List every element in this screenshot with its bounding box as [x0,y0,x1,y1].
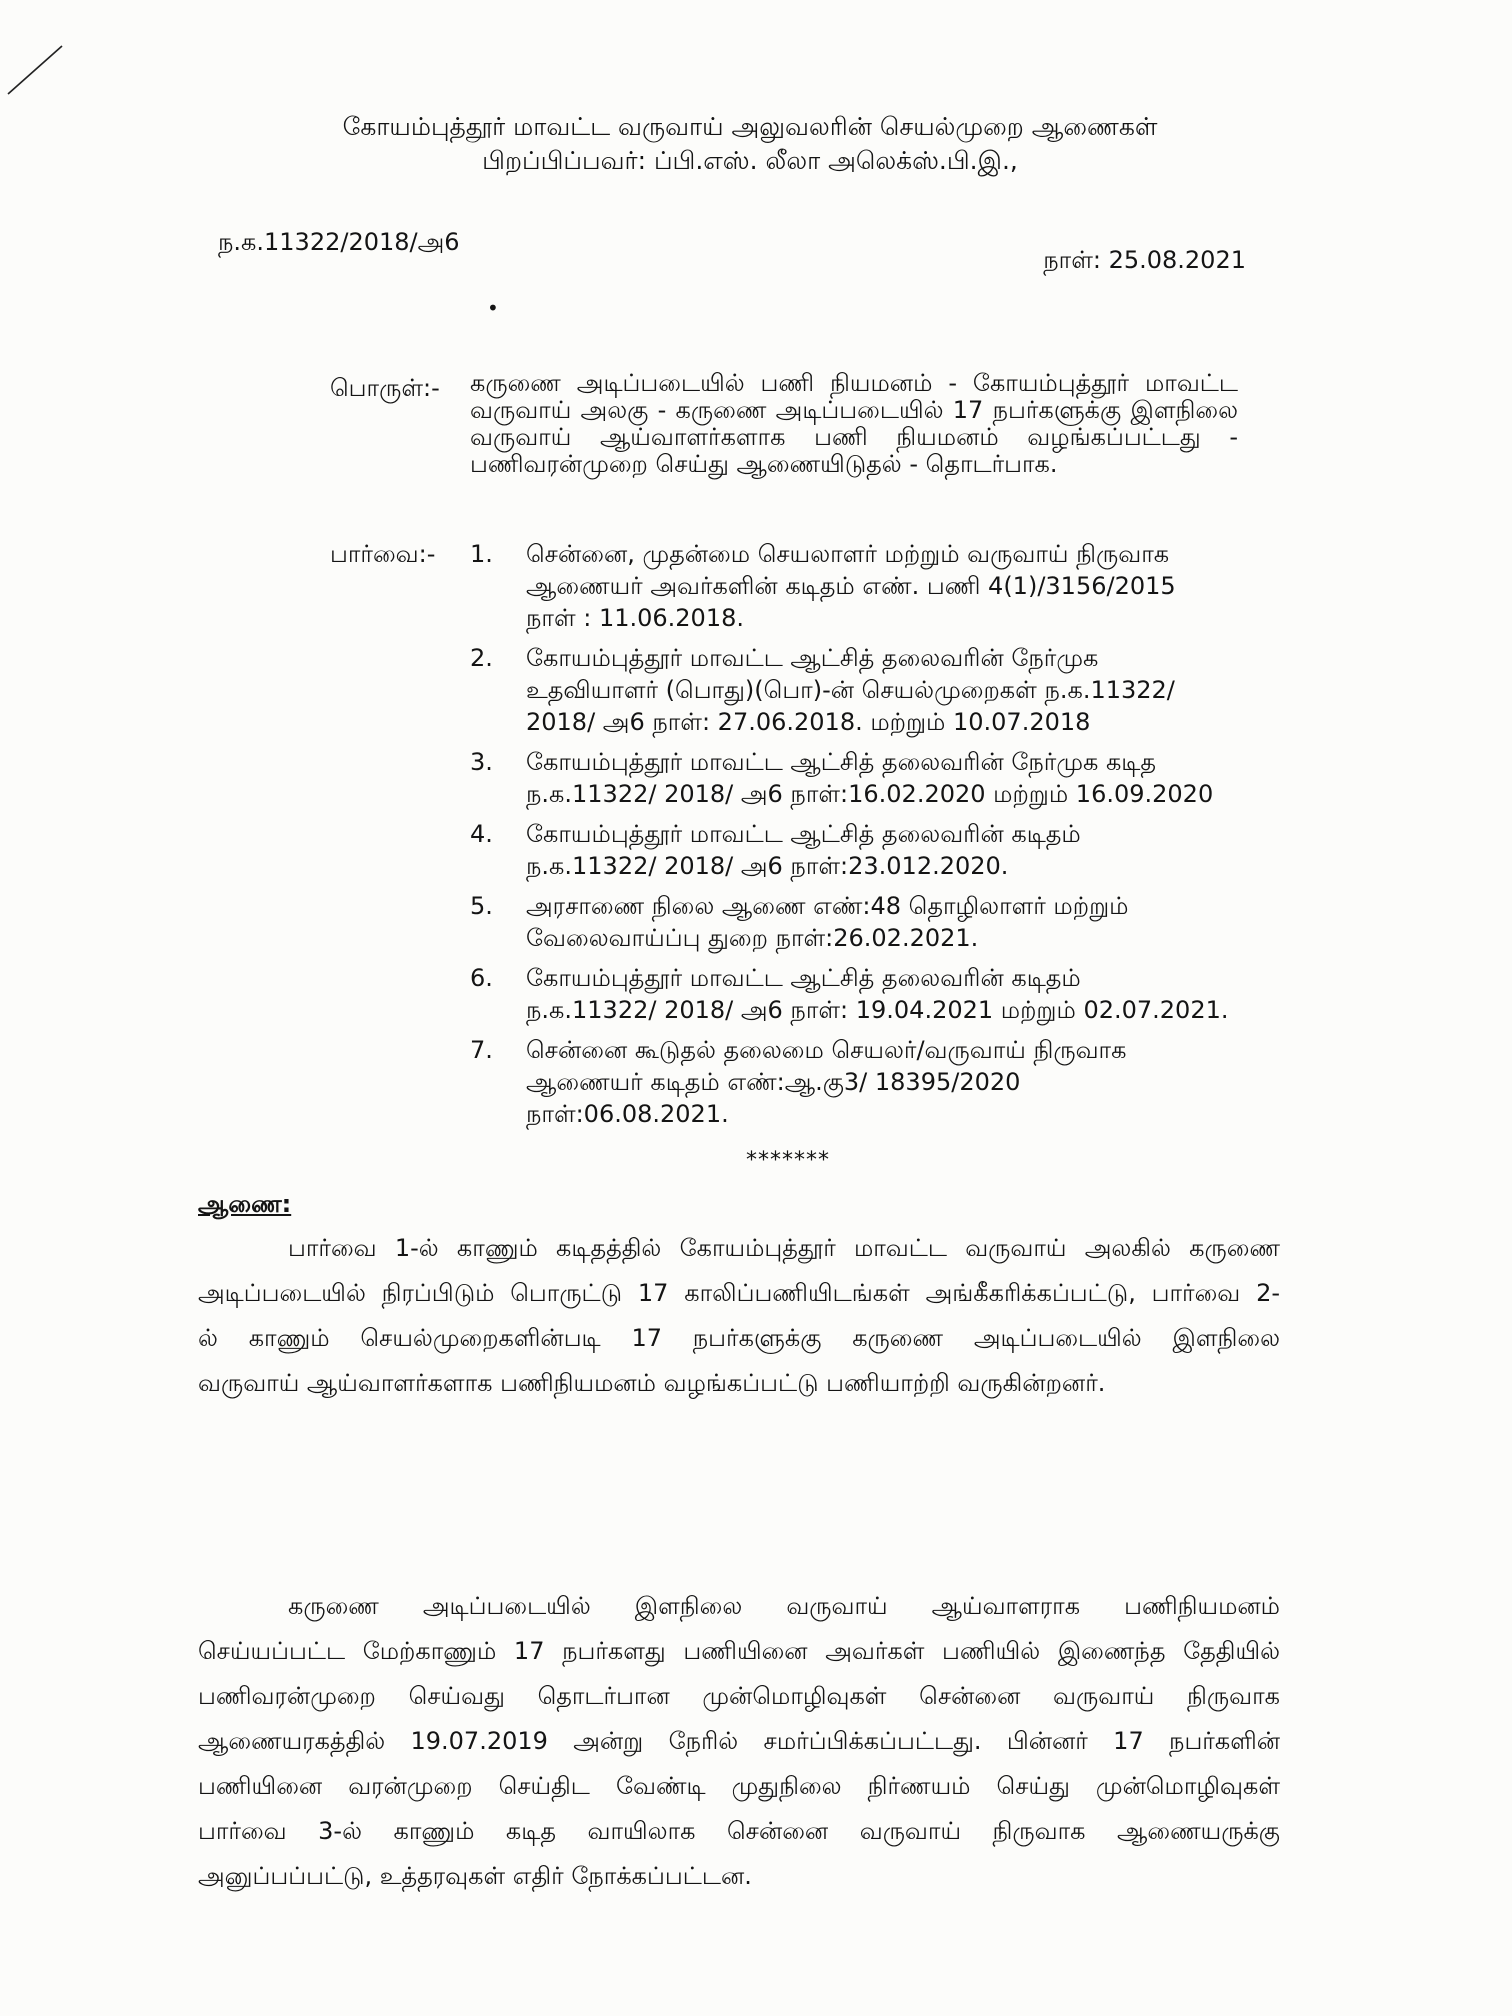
reference-line: 2018/ அ6 நாள்: 27.06.2018. மற்றும் 10.07.2018 [526,708,1091,736]
reference-line: கோயம்புத்தூர் மாவட்ட ஆட்சித் தலைவரின் கடிதம் [526,820,1081,848]
reference-number-marker: 6. [470,964,493,992]
paragraph-line: கருணை அடிப்படையில் இளநிலை வருவாய் ஆய்வாளராக பணிநியமனம் [288,1592,1280,1620]
document-title: கோயம்புத்தூர் மாவட்ட வருவாய் அலுவலரின் செயல்முறை ஆணைகள் [342,112,1158,141]
section-separator: ******* [746,1148,830,1173]
reference-line: சென்னை கூடுதல் தலைமை செயலர்/வருவாய் நிருவாக [526,1036,1127,1064]
document-date: நாள்: 25.08.2021 [1043,246,1246,274]
paragraph-line: செய்யப்பட்ட மேற்காணும் 17 நபர்களது பணியினை அவர்கள் பணியில் இணைந்த தேதியில் [198,1637,1280,1665]
paragraph-line: ல் காணும் செயல்முறைகளின்படி 17 நபர்களுக்கு கருணை அடிப்படையில் இளநிலை [198,1324,1280,1352]
reference-number-marker: 4. [470,820,493,848]
reference-line: ஆணையர் கடிதம் எண்:ஆ.கு3/ 18395/2020 [526,1068,1021,1096]
reference-number-marker: 7. [470,1036,493,1064]
reference-line: கோயம்புத்தூர் மாவட்ட ஆட்சித் தலைவரின் நேர்முக கடித [526,748,1157,776]
reference-item [470,962,1240,1026]
reference-item [470,746,1240,810]
subject-label: பொருள்:- [330,374,440,402]
reference-item [470,890,1240,954]
reference-line: நாள் : 11.06.2018. [526,604,744,632]
issuer-line: பிறப்பிப்பவர்: ப்பி.எஸ். லீலா அலெக்ஸ்.பி.இ., [482,146,1018,175]
reference-line: ஆணையர் அவர்களின் கடிதம் எண். பணி 4(1)/3156/2015 [526,572,1176,600]
reference-line: நாள்:06.08.2021. [526,1100,729,1128]
order-paragraph [198,1584,1280,1899]
references-list [470,538,1240,1138]
reference-item [470,1034,1240,1130]
reference-number: ந.க.11322/2018/அ6 [218,228,460,256]
paragraph-line: பார்வை 1-ல் காணும் கடிதத்தில் கோயம்புத்தூர் மாவட்ட வருவாய் அலகில் கருணை [288,1234,1280,1262]
reference-number-marker: 3. [470,748,493,776]
references-label: பார்வை:- [330,540,436,568]
reference-line: கோயம்புத்தூர் மாவட்ட ஆட்சித் தலைவரின் கடிதம் [526,964,1081,992]
reference-number-marker: 1. [470,540,493,568]
paragraph-line: பணியினை வரன்முறை செய்திட வேண்டி முதுநிலை நிர்ணயம் செய்து முன்மொழிவுகள் [198,1772,1280,1800]
paragraph-line: ஆணையரகத்தில் 19.07.2019 அன்று நேரில் சமர்ப்பிக்கப்பட்டது. பின்னர் 17 நபர்களின் [198,1727,1280,1755]
reference-item [470,538,1240,634]
paragraph-line: அடிப்படையில் நிரப்பிடும் பொருட்டு 17 காலிப்பணியிடங்கள் அங்கீகரிக்கப்பட்டு, பார்வை 2- [198,1279,1280,1307]
paragraph-line: அனுப்பப்பட்டு, உத்தரவுகள் எதிர் நோக்கப்பட்டன. [198,1862,752,1890]
order-heading: ஆணை: [198,1190,292,1218]
reference-line: ந.க.11322/ 2018/ அ6 நாள்:16.02.2020 மற்றும் 16.09.2020 [526,780,1214,808]
reference-line: ந.க.11322/ 2018/ அ6 நாள்: 19.04.2021 மற்றும் 02.07.2021. [526,996,1229,1024]
reference-number-marker: 2. [470,644,493,672]
reference-line: அரசாணை நிலை ஆணை எண்:48 தொழிலாளர் மற்றும் [526,892,1129,920]
reference-line: வேலைவாய்ப்பு துறை நாள்:26.02.2021. [526,924,979,952]
stray-dot: • [487,296,499,320]
paragraph-line: பார்வை 3-ல் காணும் கடித வாயிலாக சென்னை வருவாய் நிருவாக ஆணையருக்கு [198,1817,1280,1845]
reference-line: கோயம்புத்தூர் மாவட்ட ஆட்சித் தலைவரின் நேர்முக [526,644,1099,672]
paragraph-line: பணிவரன்முறை செய்வது தொடர்பான முன்மொழிவுகள் சென்னை வருவாய் நிருவாக [198,1682,1280,1710]
reference-item [470,642,1240,738]
reference-line: ந.க.11322/ 2018/ அ6 நாள்:23.012.2020. [526,852,1009,880]
reference-item [470,818,1240,882]
pen-stroke-mark [6,44,64,96]
reference-line: சென்னை, முதன்மை செயலாளர் மற்றும் வருவாய் நிருவாக [526,540,1170,568]
subject-text: கருணை அடிப்படையில் பணி நியமனம் - கோயம்புத்தூர் மாவட்ட வருவாய் அலகு - கருணை அடிப்படையில் 17 நபர்களுக்கு இளநிலை வருவாய் ஆய்வாளர்களாக பணி நியமனம் வழங்கப்பட்டது - பணிவரன்முறை செய்து ஆணையிடுதல் - தொடர்பாக. [470,369,1238,478]
reference-line: உதவியாளர் (பொது)(பொ)-ன் செயல்முறைகள் ந.க.11322/ [526,676,1175,704]
order-paragraph [198,1226,1280,1406]
reference-number-marker: 5. [470,892,493,920]
paragraph-line: வருவாய் ஆய்வாளர்களாக பணிநியமனம் வழங்கப்பட்டு பணியாற்றி வருகின்றனர். [198,1369,1106,1397]
